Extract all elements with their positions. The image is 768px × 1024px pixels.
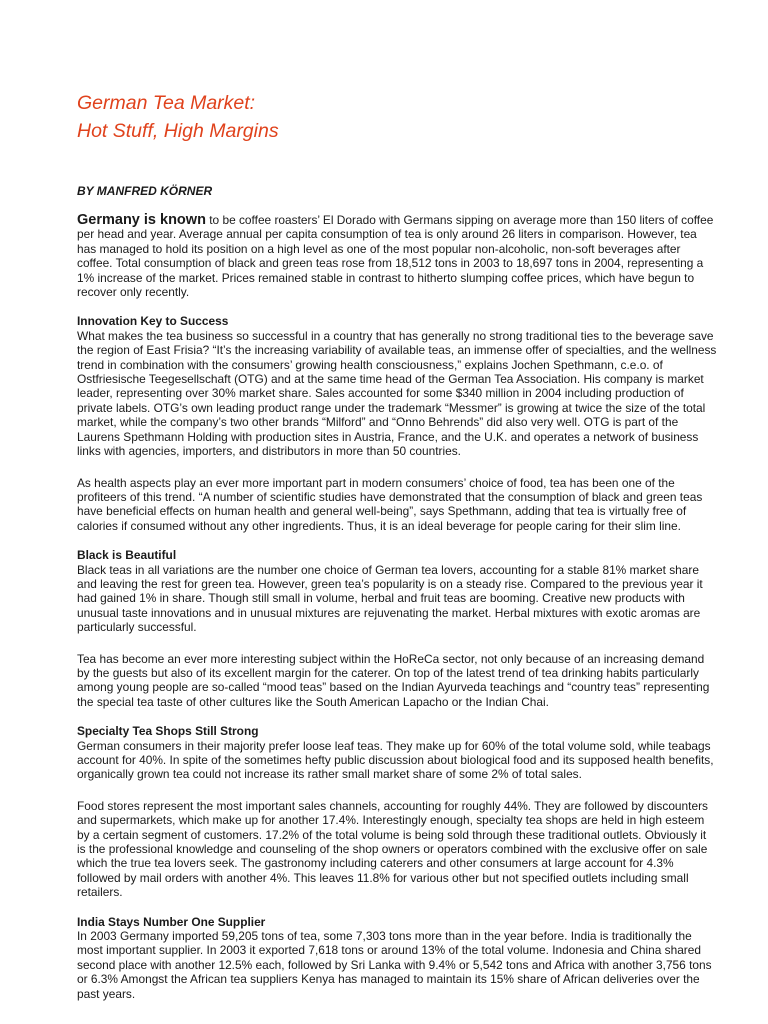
title-line-1: German Tea Market: (77, 92, 256, 114)
lead-in: Germany is known (77, 212, 206, 228)
paragraph: As health aspects play an ever more important part in modern consumers’ choice of food, tea has been one of the profiteers of this trend. “A number of scientific studies have demonstrated that the consumption of black and green teas have beneficial effects on human health and general well-being”, says Spethmann, adding that tea is virtually free of calories if consumed without any other ingredients. Thus, it is an ideal beverage for people caring for their slim line. (77, 475, 703, 533)
section-heading-india-supplier: India Stays Number One Supplier (77, 914, 266, 929)
paragraph: What makes the tea business so successful in a country that has generally no strong traditional ties to the beverage save the region of East Frisia? “It’s the increasing variability of available teas, an immense offer of specialties, and the wellness trend in combination with the consumers’ growing health consciousness,” explains Jochen Spethmann, c.e.o. of Ostfriesische Teegesellschaft (OTG) and at the same time head of the German Tea Association. His company is market leader, representing over 30% market share. Sales accounted for some $340 million in 2004 including production of private labels. OTG’s own leading product range under the trademark “Messmer” is growing at twice the size of the total market, while the company’s two other brands “Milford” and “Onno Behrends” did also very well. OTG is part of the Laurens Spethmann Holding with production sites in Austria, France, and the U.K. and operates a network of business links with agencies, importers, and distributors in more than 50 countries. (77, 328, 717, 459)
article (77, 89, 717, 1001)
paragraph: In 2003 Germany imported 59,205 tons of tea, some 7,303 tons more than in the year before. India is traditionally the most important supplier. In 2003 it exported 7,618 tons or around 13% of the total volume. Indonesia and China shared second place with another 12.5% each, followed by Sri Lanka with 9.4% or 5,542 tons and Africa with another 3,756 tons or 6.3% Amongst the African tea suppliers Kenya has managed to maintain its 15% share of African deliveries over the past years. (77, 929, 712, 1001)
paragraph: German consumers in their majority prefer loose leaf teas. They make up for 60% of the total volume sold, while teabags account for 40%. In spite of the sometimes hefty public discussion about biological food and its supposed health benefits, organically grown tea could not increase its rather small market share of some 2% of total sales. (77, 738, 714, 782)
section-heading-black-is-beautiful: Black is Beautiful (77, 548, 177, 563)
article-title (77, 89, 717, 145)
paragraph: Food stores represent the most important sales channels, accounting for roughly 44%. They are followed by discounters and supermarkets, which make up for another 17.4%. Interestingly enough, specialty tea shops are held in high esteem by a certain segment of customers. 17.2% of the total volume is being sold through these traditional outlets. Obviously it is the professional knowledge and counseling of the shop owners or operators combined with the exclusive offer on sale which the true tea lovers seek. The gastronomy including caterers and other consumers at large account for 4.3% followed by mail orders with another 4%. This leaves 11.8% for various other but not specified outlets including small retailers. (77, 798, 708, 900)
paragraph: Black teas in all variations are the number one choice of German tea lovers, accounting for a stable 81% market share and leaving the rest for green tea. However, green tea’s popularity is on a steady rise. Compared to the previous year it had gained 1% in share. Though still small in volume, herbal and fruit teas are booming. Creative new products with unusual taste innovations and in unusual mixtures are rejuvenating the market. Herbal mixtures with exotic aromas are particularly successful. (77, 562, 703, 635)
section-heading-specialty-tea-shops: Specialty Tea Shops Still Strong (77, 724, 259, 739)
title-line-2: Hot Stuff, High Margins (77, 120, 279, 142)
lead-text: to be coffee roasters’ El Dorado with Germans sipping on average more than 150 liters of coffee per head and year. Average annual per capita consumption of tea is only around 26 liters in comparison. However, tea has managed to hold its position on a high level as one of the most popular non-alcoholic, non-soft beverages after coffee. Total consumption of black and green teas rose from 18,512 tons in 2003 to 18,697 tons in 2004, representing a 1% increase of the market. Prices remained stable in contrast to hitherto slumping coffee prices, which have begun to recover only recently. (77, 213, 714, 300)
lead-paragraph (77, 213, 717, 299)
byline: BY MANFRED KÖRNER (77, 184, 213, 198)
section-heading-innovation: Innovation Key to Success (77, 314, 229, 329)
paragraph: Tea has become an ever more interesting subject within the HoReCa sector, not only because of an increasing demand by the guests but also of its excellent margin for the caterer. On top of the latest trend of tea drinking habits particularly among young people are so-called “mood teas” based on the Indian Ayurveda teachings and “country teas” representing the special tea taste of other cultures like the South American Lapacho or the Indian Chai. (77, 651, 710, 709)
